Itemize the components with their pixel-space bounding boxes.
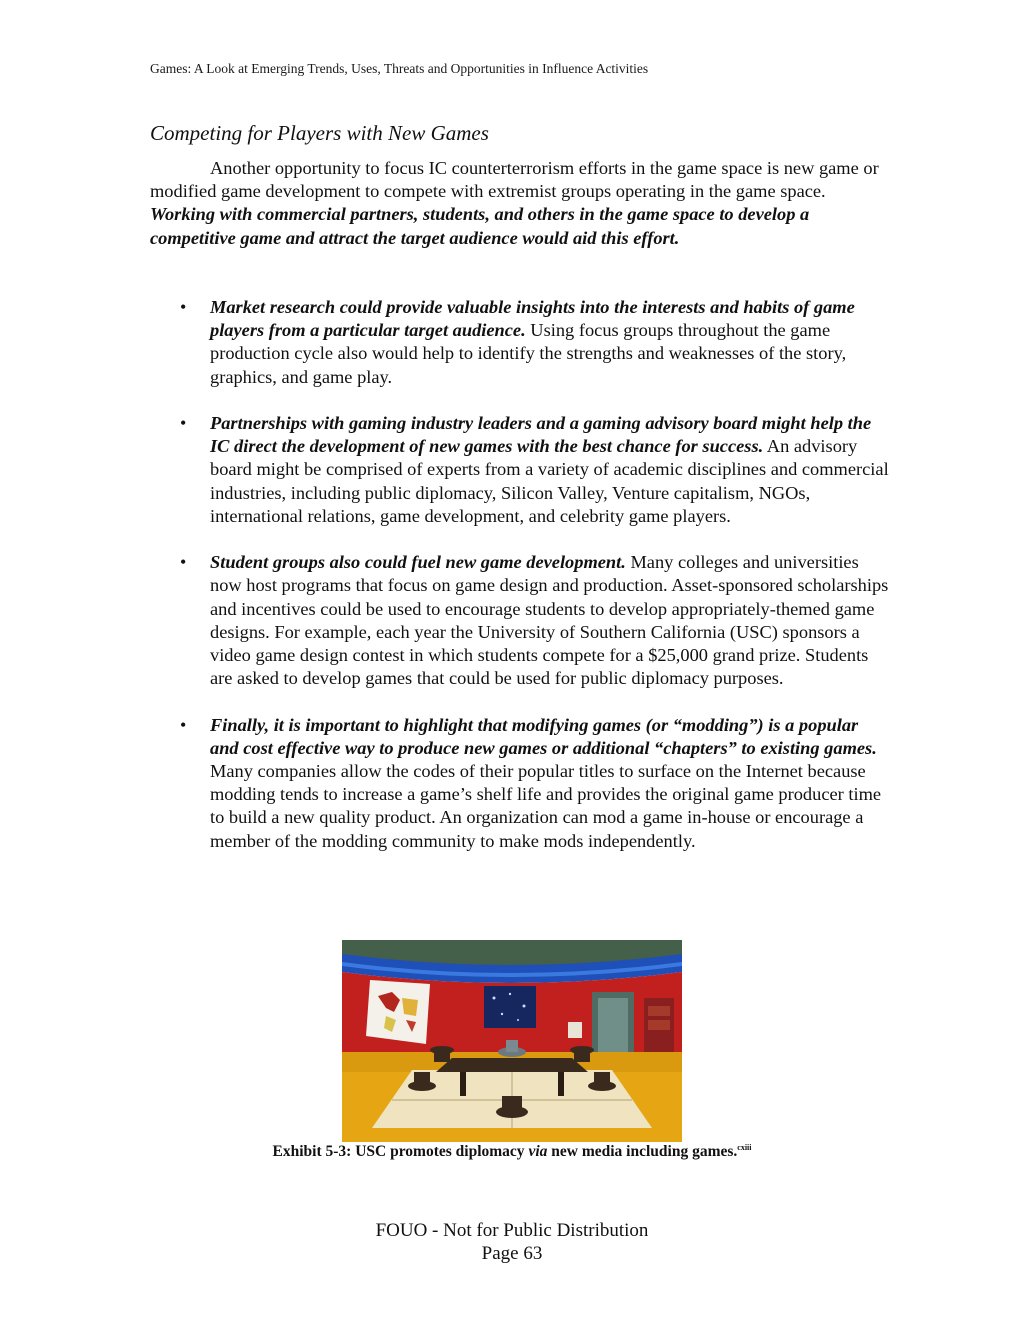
bullet-icon: • [180, 413, 187, 433]
intro-paragraph [150, 157, 890, 250]
world-map-poster [366, 980, 430, 1044]
bullet-text: Many companies allow the codes of their popular titles to surface on the Internet because modding tends to increase a game’s shelf life and provides the original game producer time to build a new quality product. An organization can mod a game in-house or encourage a member of the modding community to make mods independently. [210, 761, 882, 851]
bullet-text: An advisory board might be comprised of experts from a variety of academic disciplines and commercial industries, including public diplomacy, Silicon Valley, Venture capitalism, NGOs, international relations, game development, and celebrity game players. [210, 436, 889, 526]
page-number: Page 63 [481, 1243, 543, 1264]
bullet-icon: • [180, 552, 187, 573]
caption-prefix: Exhibit 5-3: USC promotes diplomacy [272, 1143, 529, 1161]
intro-plain-text: Another opportunity to focus IC counterterrorism efforts in the game space is new game or modified game development to compete with extremist groups operating in the game space. [150, 158, 879, 202]
figure-caption [0, 1143, 1024, 1161]
star-chart-poster [484, 986, 536, 1028]
bullet-text: Many colleges and universities now host programs that focus on game design and production. Asset-sponsored scholarships and incentives could be used to encourage students to develop appropriately-themed game designs. For example, each year the University of Southern California (USC) sponsors a video game design contest in which students compete for a $25,000 grand prize. Students are asked to develop games that could be used for public diplomacy purposes. [210, 552, 889, 689]
game-screenshot-figure [342, 940, 682, 1142]
virtual-room-illustration [342, 940, 682, 1142]
intro-emphasis-text: Working with commercial partners, students, and others in the game space to develop a competitive game and attract the target audience would aid this effort. [150, 204, 810, 248]
bullet-lead: Student groups also could fuel new game development. [210, 552, 626, 573]
bullet-item [150, 412, 890, 528]
bullet-list [150, 296, 890, 876]
bullet-icon: • [180, 297, 187, 317]
footnote-marker: cxiii [737, 1143, 752, 1152]
caption-italic: via [528, 1143, 548, 1161]
bullet-lead: Finally, it is important to highlight that modifying games (or “modding”) is a popular and cost effective way to produce new games or additional “chapters” to existing games. [210, 714, 877, 758]
bullet-text: Using focus groups throughout the game production cycle also would help to identify the strengths and weaknesses of the story, graphics, and game play. [210, 320, 847, 387]
section-title: Competing for Players with New Games [150, 121, 489, 145]
bullet-item [150, 296, 890, 389]
bullet-lead: Market research could provide valuable insights into the interests and habits of game players from a particular target audience. [210, 297, 855, 341]
running-header: Games: A Look at Emerging Trends, Uses, Threats and Opportunities in Influence Activities [150, 61, 649, 76]
page-footer [0, 1219, 1024, 1265]
low-table [436, 1058, 588, 1072]
bullet-icon: • [180, 714, 187, 735]
bullet-item [150, 714, 890, 853]
distribution-notice: FOUO - Not for Public Distribution [375, 1220, 649, 1241]
bullet-lead: Partnerships with gaming industry leaders and a gaming advisory board might help the IC direct the development of new games with the best chance for success. [210, 413, 872, 457]
bullet-item [150, 551, 890, 690]
caption-suffix: new media including games. [547, 1143, 738, 1161]
